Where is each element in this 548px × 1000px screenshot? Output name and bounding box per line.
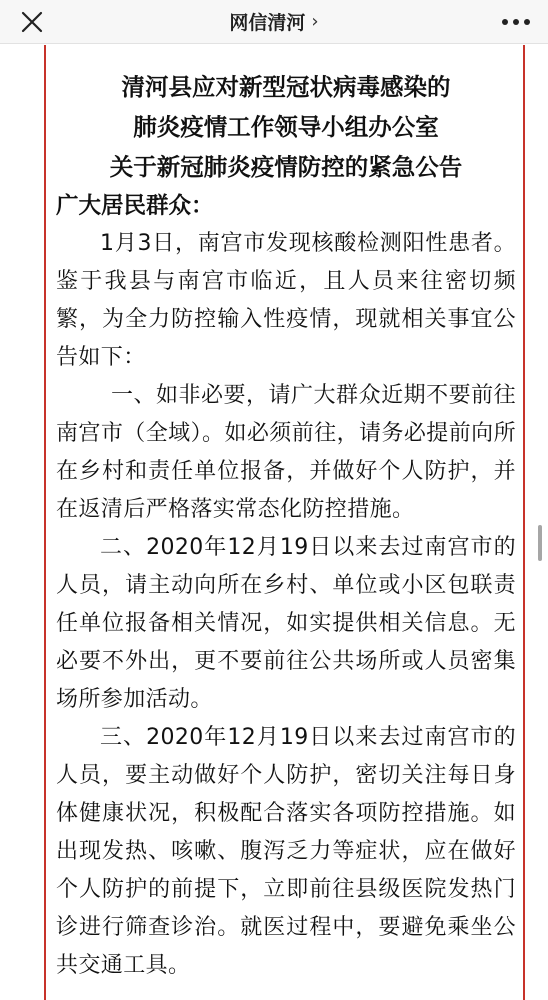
notice-document: [56, 67, 516, 985]
document-title-line: 关于新冠肺炎疫情防控的紧急公告: [109, 153, 463, 181]
close-icon: [21, 11, 43, 33]
more-options-button[interactable]: [498, 8, 534, 36]
close-button[interactable]: [18, 8, 46, 36]
intro-paragraph: 1月3日，南宫市发现核酸检测阳性患者。鉴于我县与南宫市临近，且人员来往密切频繁，为全力防控输入性疫情，现就相关事宜公告如下：: [56, 231, 516, 370]
top-nav-bar: [0, 0, 548, 44]
salutation: 广大居民群众：: [56, 193, 214, 219]
account-title-link[interactable]: [229, 8, 318, 35]
item-paragraph-1: 一、如非必要，请广大群众近期不要前往南宫市（全域）。如必须前往，请务必提前向所在乡村和责任单位报备，并做好个人防护，并在返清后严格落实常态化防控措施。: [56, 383, 516, 522]
document-red-border-right: [523, 45, 525, 1000]
item-paragraph-3: 三、2020年12月19日以来去过南宫市的人员，要主动做好个人防护，密切关注每日身体健康状况，积极配合落实各项防控措施。如出现发热、咳嗽、腹泻乏力等症状，应在做好个人防护的前提下，立即前往县级医院发热门诊进行筛查诊治。就医过程中，要避免乘坐公共交通工具。: [56, 725, 516, 978]
article-body[interactable]: [0, 45, 548, 1000]
document-red-border-left: [44, 45, 46, 1000]
more-dots-icon: [501, 18, 531, 26]
account-name: 网信清河: [229, 12, 306, 34]
document-title-line: 清河县应对新型冠状病毒感染的: [121, 73, 451, 101]
document-title-line: 肺炎疫情工作领导小组办公室: [133, 113, 439, 141]
chevron-right-icon: ›: [311, 11, 319, 32]
item-paragraph-2: 二、2020年12月19日以来去过南宫市的人员，请主动向所在乡村、单位或小区包联责任单位报备相关情况，如实提供相关信息。无必要不外出，更不要前往公共场所或人员密集场所参加活动。: [56, 535, 516, 712]
scrollbar-thumb[interactable]: [538, 525, 542, 561]
